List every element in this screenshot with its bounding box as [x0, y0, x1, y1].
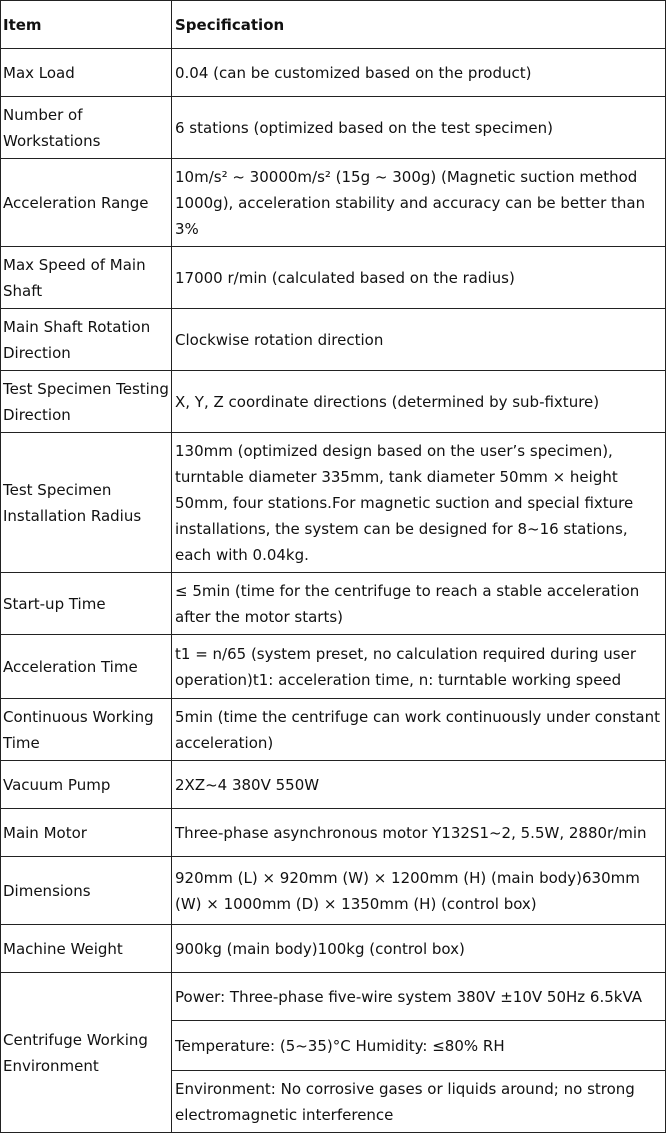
row-spec-value: t1 = n/65 (system preset, no calculation required during user operation)t1: acceleration time, n: turntable working speed	[172, 635, 666, 699]
table-row	[1, 49, 666, 97]
table-row	[1, 371, 666, 433]
table-row	[1, 699, 666, 761]
row-item-label: Start-up Time	[1, 573, 172, 635]
row-item-label: Test Specimen Testing Direction	[1, 371, 172, 433]
row-spec-value: 900kg (main body)100kg (control box)	[172, 925, 666, 973]
row-spec-value: 920mm (L) × 920mm (W) × 1200mm (H) (main body)630mm (W) × 1000mm (D) × 1350mm (H) (control box)	[172, 857, 666, 925]
table-row	[1, 159, 666, 247]
row-spec-value: Clockwise rotation direction	[172, 309, 666, 371]
row-spec-value: 17000 r/min (calculated based on the radius)	[172, 247, 666, 309]
row-item-label: Test Specimen Installation Radius	[1, 433, 172, 573]
row-spec-value: 10m/s² ~ 30000m/s² (15g ~ 300g) (Magnetic suction method 1000g), acceleration stability and accuracy can be better than 3%	[172, 159, 666, 247]
header-item: Item	[1, 1, 172, 49]
row-item-label: Continuous Working Time	[1, 699, 172, 761]
table-row	[1, 635, 666, 699]
row-item-label: Acceleration Time	[1, 635, 172, 699]
row-spec-value: Power: Three-phase five-wire system 380V ±10V 50Hz 6.5kVA	[172, 973, 666, 1021]
row-item-label: Main Shaft Rotation Direction	[1, 309, 172, 371]
row-spec-value: Three-phase asynchronous motor Y132S1~2, 5.5W, 2880r/min	[172, 809, 666, 857]
row-item-label: Centrifuge Working Environment	[1, 973, 172, 1133]
table-row	[1, 97, 666, 159]
row-spec-value: 2XZ~4 380V 550W	[172, 761, 666, 809]
row-spec-value: Environment: No corrosive gases or liquids around; no strong electromagnetic interference	[172, 1071, 666, 1133]
row-spec-value: X, Y, Z coordinate directions (determined by sub-fixture)	[172, 371, 666, 433]
row-item-label: Vacuum Pump	[1, 761, 172, 809]
table-row	[1, 309, 666, 371]
row-spec-value: 6 stations (optimized based on the test specimen)	[172, 97, 666, 159]
table-row	[1, 247, 666, 309]
table-row	[1, 433, 666, 573]
row-spec-value: 5min (time the centrifuge can work continuously under constant acceleration)	[172, 699, 666, 761]
row-spec-value: Temperature: (5~35)°C Humidity: ≤80% RH	[172, 1021, 666, 1071]
row-item-label: Dimensions	[1, 857, 172, 925]
row-item-label: Max Load	[1, 49, 172, 97]
table-row	[1, 925, 666, 973]
table-row	[1, 761, 666, 809]
header-specification: Specification	[172, 1, 666, 49]
table-row	[1, 573, 666, 635]
row-spec-value: 0.04 (can be customized based on the product)	[172, 49, 666, 97]
table-row	[1, 857, 666, 925]
row-item-label: Number of Workstations	[1, 97, 172, 159]
row-item-label: Main Motor	[1, 809, 172, 857]
row-spec-value: ≤ 5min (time for the centrifuge to reach a stable acceleration after the motor starts)	[172, 573, 666, 635]
table-row	[1, 973, 666, 1021]
row-spec-value: 130mm (optimized design based on the user’s specimen), turntable diameter 335mm, tank diameter 50mm × height 50mm, four stations.For magnetic suction and special fixture installations, the system can be designed for 8~16 stations, each with 0.04kg.	[172, 433, 666, 573]
table-row	[1, 809, 666, 857]
table-header-row	[1, 1, 666, 49]
row-item-label: Max Speed of Main Shaft	[1, 247, 172, 309]
row-item-label: Acceleration Range	[1, 159, 172, 247]
row-item-label: Machine Weight	[1, 925, 172, 973]
